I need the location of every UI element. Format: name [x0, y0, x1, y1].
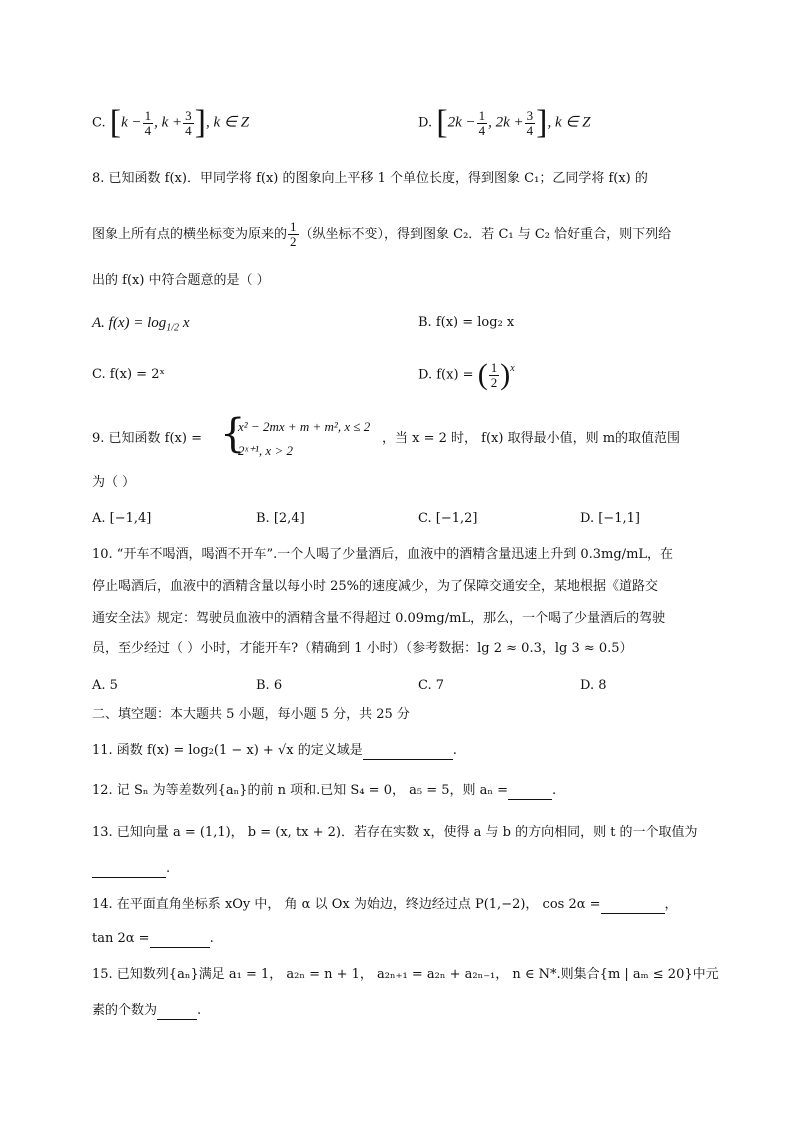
q9-stem-line2: 为（ ） [92, 475, 136, 490]
q10-option-c[interactable]: C. 7 [418, 678, 445, 693]
q7-c-frac2: $\frac{3}{4}$ [185, 107, 192, 138]
q10-option-d[interactable]: D. 8 [580, 678, 607, 693]
q10-option-b[interactable]: B. 6 [256, 678, 283, 693]
q9-option-c[interactable]: C. [−1,2] [418, 511, 478, 526]
q15-line2: 素的个数为 . [92, 1003, 202, 1018]
q9-option-b[interactable]: B. [2,4] [256, 511, 305, 526]
q14-line1: 14. 在平面直角坐标系 xOy 中， 角 α 以 Ox 为始边，终边经过点 P(1,−2)， cos 2α = ， [92, 897, 678, 912]
q8-half-frac: $\frac{1}{2}$ [290, 219, 297, 249]
q9-brace-icon: { [220, 411, 246, 457]
q14-line2: tan 2α = . [92, 931, 214, 946]
q8-stem-line3: 出的 f(x) 中符合题意的是（ ） [92, 273, 270, 288]
q15-answer-blank[interactable] [157, 1005, 197, 1020]
q7-option-c[interactable]: C. [k − $\frac{1}{4}$ , k + $\frac{3}{4}$ ], k ∈ Z [92, 104, 250, 141]
q9-option-a[interactable]: A. [−1,4] [92, 511, 152, 526]
q12-answer-blank[interactable] [508, 785, 552, 800]
q7-d-frac1: $\frac{1}{4}$ [478, 107, 486, 138]
q8-stem-line2: 图象上所有点的横坐标变为原来的 $\frac{1}{2}$ （纵坐标不变），得到图象 C₂．若 C₁ 与 C₂ 恰好重合，则下列给 [92, 219, 672, 249]
q10-stem-line4: 员，至少经过（ ）小时，才能开车?（精确到 1 小时）（参考数据：lg 2 ≈ 0.3，lg 3 ≈ 0.5） [92, 641, 633, 656]
q11-answer-blank[interactable] [363, 745, 453, 760]
section-heading: 二、填空题：本大题共 5 小题，每小题 5 分，共 25 分 [92, 707, 410, 722]
q9-stem-tail: ，当 x = 2 时， f(x) 取得最小值，则 m的取值范围 [382, 431, 681, 446]
q10-stem-line3: 通安全法》规定：驾驶员血液中的酒精含量不得超过 0.09mg/mL，那么，一个喝了少量酒后的驾驶 [92, 611, 666, 626]
q7-c-frac1: $\frac{1}{4}$ [144, 107, 152, 138]
q13-answer-blank[interactable] [92, 863, 166, 878]
q13-line2: . [92, 860, 170, 878]
q10-stem-line1: 10. “开车不喝酒，喝酒不开车”.一个人喝了少量酒后，血液中的酒精含量迅速上升到 0.3mg/mL，在 [92, 547, 674, 562]
q7-d-frac2: $\frac{3}{4}$ [526, 107, 534, 138]
q8-d-frac: $\frac{1}{2}$ [490, 359, 498, 390]
q9-case2: 2ˣ⁺¹, x > 2 [238, 443, 293, 458]
q10-stem-line2: 停止喝酒后，血液中的酒精含量以每小时 25%的速度减少，为了保障交通安全，某地根据《道路交 [92, 579, 659, 594]
q9-lead: 9. 已知函数 f(x) = [92, 431, 202, 446]
q8-option-d[interactable]: D. f(x) = ( $\frac{1}{2}$ )$^x$ [418, 358, 515, 391]
q14-cos-blank[interactable] [601, 899, 665, 914]
q8-option-c[interactable]: C. f(x) = 2ˣ [92, 367, 165, 382]
q11: 11. 函数 f(x) = log₂(1 − x) + √x 的定义域是 . [92, 743, 457, 758]
q7-option-d[interactable]: D. [2k − $\frac{1}{4}$ , 2k + $\frac{3}{4}$ ], k ∈ Z [418, 104, 591, 141]
q8-stem-line1: 8. 已知函数 f(x)．甲同学将 f(x) 的图象向上平移 1 个单位长度，得到图象 C₁；乙同学将 f(x) 的 [92, 171, 648, 186]
q8-option-b[interactable]: B. f(x) = log₂ x [418, 315, 515, 330]
q9-case1: x² − 2mx + m + m², x ≤ 2 [238, 419, 371, 434]
q9-option-d[interactable]: D. [−1,1] [580, 511, 640, 526]
q13-line1: 13. 已知向量 a = (1,1)， b = (x, tx + 2)．若存在实数 x，使得 a 与 b 的方向相同，则 t 的一个取值为 [92, 825, 698, 840]
q14-tan-blank[interactable] [150, 933, 210, 948]
q15-line1: 15. 已知数列{aₙ}满足 a₁ = 1， a₂ₙ = n + 1， a₂ₙ₊₁ = a₂ₙ + a₂ₙ₋₁， n ∈ N*.则集合{m | aₘ ≤ 20}中元 [92, 967, 719, 982]
q12: 12. 记 Sₙ 为等差数列{aₙ}的前 n 项和.已知 S₄ = 0， a₅ = 5，则 aₙ = . [92, 783, 557, 798]
q10-option-a[interactable]: A. 5 [92, 678, 118, 693]
q8-option-a[interactable]: A. $f(x) = \log_{1/2} x$ [92, 315, 190, 334]
